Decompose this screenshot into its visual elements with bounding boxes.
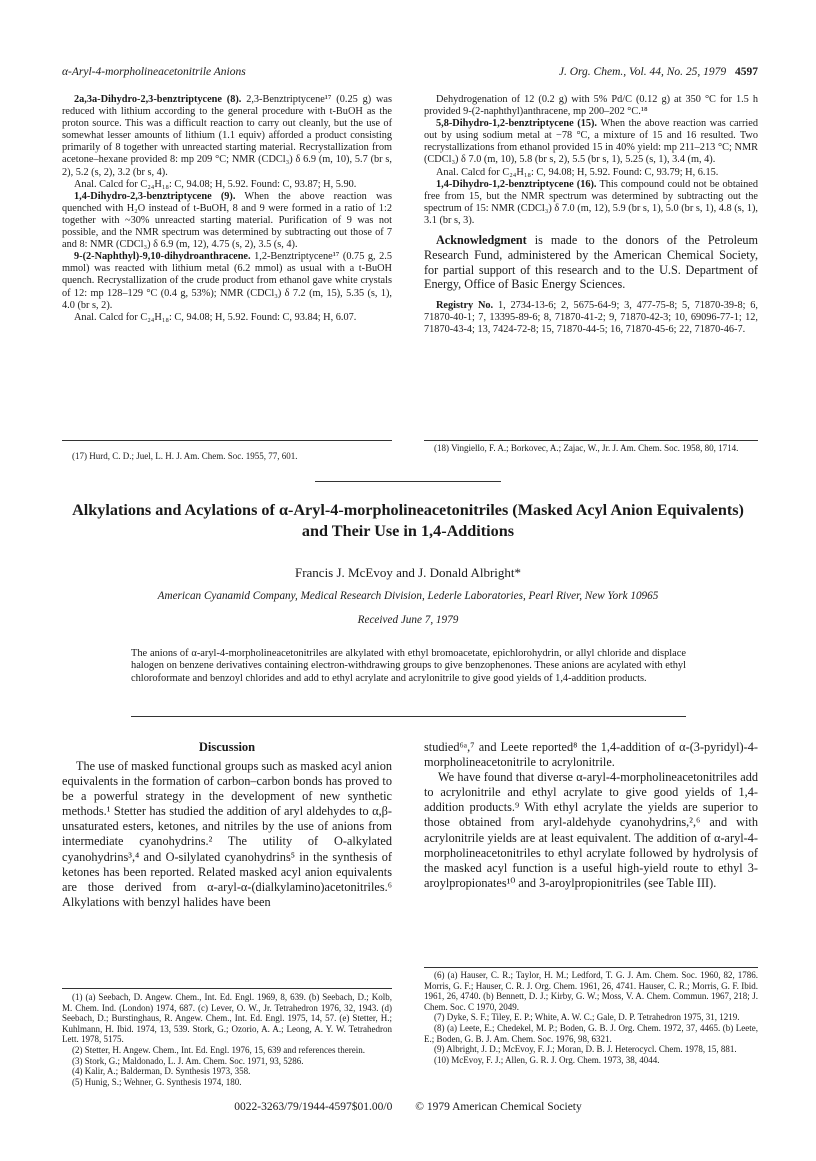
footnote-text: (6) (a) Hauser, C. R.; Taylor, H. M.; Ledford, T. G. J. Am. Chem. Soc. 1960, 82, 1786. Morris, G. F.; Hauser, C. R. J. Org. Chem. 1961, 26, 4741. Hauser, C. R.; Morris, G. F. Ibid. 1961, 26, 4740. (b) Bennett, D. J.; Kirby, G. W.; Moss, V. A. Chem. Commun. 1967, 218; J. Chem. Soc. C 1970, 2049. — [424, 970, 758, 1012]
compound-heading: 2a,3a-Dihydro-2,3-benztriptycene (8). — [74, 94, 242, 105]
running-header-citation — [559, 66, 758, 78]
registry-heading: Registry No. — [436, 300, 494, 312]
footnote-text: (7) Dyke, S. F.; Tiley, E. P.; White, A. W. C.; Gale, D. P. Tetrahedron 1975, 31, 1219. — [434, 1012, 740, 1023]
received-date: Received June 7, 1979 — [357, 614, 459, 626]
acknowledgment-text: is made to the donors of the Petroleum Research Fund, administered by the American Chemical Society, for partial support of this research and to the U.S. Department of Energy, Office of Basic Energy Sciences. — [424, 233, 758, 292]
running-header — [62, 66, 758, 82]
discussion-heading: Discussion — [198, 740, 256, 754]
registry-text: 1, 2734-13-6; 2, 5675-64-9; 3, 477-75-8; 5, 71870-39-8; 6, 71870-40-1; 7, 13395-89-6; 8, 71870-41-2; 9, 71870-42-3; 10, 69096-77-1; 12, 71870-43-4; 13, 7424-72-8; 15, 71870-44-5; 16, 71870-45-6; 22, 71870-46-7. — [424, 300, 759, 336]
article-separator — [315, 481, 501, 482]
experimental-left-column — [62, 94, 392, 324]
discussion-paragraph: We have found that diverse α-aryl-4-morpholineacetonitriles add to acrylonitrile and ethyl acrylate to give good yields of 1,4-addition products.⁹ With ethyl acrylate the yields are superior to those obtained from aryl-aldehyde cyanohydrins,²,⁶ and with acrylonitrile yields are at least equivalent. The addition of α-aryl-4-morpholineacetonitriles to ethyl acrylate followed by hydrolysis of the masked acyl function is a useful high-yield route to ethyl 3-aroylpropionates¹⁰ and 3-aroylpropionitriles (see Table III). — [424, 770, 758, 890]
acknowledgment-paragraph — [424, 233, 758, 292]
discussion-left-column — [62, 759, 392, 910]
article-affiliation: American Cyanamid Company, Medical Research Division, Lederle Laboratories, Pearl River, New York 10965 — [157, 590, 659, 602]
experimental-paragraph — [424, 179, 758, 227]
abstract-rule — [131, 716, 686, 717]
discussion-right-column — [424, 740, 758, 891]
footnotes-left — [62, 992, 392, 1087]
experimental-paragraph — [62, 191, 392, 251]
paragraph-text: When the above reaction was carried out by using sodium metal at −78 °C, a mixture of 15 and 16 resulted. Two recrystallizations from ethanol provided 15 in 40% yield: mp 211–213 °C; NMR (CDCl₃) δ 7.0 (m, 10), 5.8 (br s, 2), 5.5 (br s, 1), 5.25 (s, 1), 3.4 (m, 4). — [424, 118, 758, 166]
registry-paragraph — [424, 300, 758, 336]
running-header-title: α-Aryl-4-morpholineacetonitrile Anions — [62, 66, 246, 78]
article-code: 0022-3263/79/1944-4597$01.00/0 — [234, 1101, 393, 1113]
footnote-rule — [424, 967, 758, 968]
footnote-text: (17) Hurd, C. D.; Juel, L. H. J. Am. Chem. Soc. 1955, 77, 601. — [72, 451, 298, 461]
footnote-text: (18) Vingiello, F. A.; Borkovec, A.; Zajac, W., Jr. J. Am. Chem. Soc. 1958, 80, 1714. — [434, 443, 739, 453]
compound-heading: 1,4-Dihydro-2,3-benztriptycene (9). — [74, 190, 236, 202]
experimental-paragraph — [62, 251, 392, 311]
experimental-paragraph — [424, 118, 758, 166]
paragraph-text: This compound could not be obtained free from 15, but the NMR spectrum was determined by subtracting out the spectrum of 15: NMR (CDCl₃) δ 7.0 (m, 12), 5.9 (br s, 1), 5.0 (br s, 1), 4.8 (s, 1), 3.1 (br s, 3). — [424, 178, 758, 226]
footnote-rule — [424, 440, 758, 441]
footnote-17 — [62, 451, 392, 462]
paragraph-text: 2,3-Benztriptycene¹⁷ (0.25 g) was reduced with lithium according to the general procedure with t-BuOH as the proton source. This was a difficult reaction to carry out cleanly, but the use of somewhat lesser amounts of lithium (1.1 equiv) afforded a product consisting primarily of 8 together with unreacted starting material. Recrystallization from acetone–hexane provided 8: mp 209 °C; NMR (CDCl₃) δ 6.9 (m, 10), 5.7 (br s, 2), 5.2 (s, 2), 3.2 (br s, 4). — [62, 94, 392, 178]
analysis-paragraph: Anal. Calcd for C₂₄H₁₈: C, 94.08; H, 5.92. Found: C, 93.79; H, 6.15. — [436, 166, 719, 178]
compound-heading: 9-(2-Naphthyl)-9,10-dihydroanthracene. — [74, 251, 251, 263]
footnote-rule — [62, 988, 392, 989]
footnotes-right — [424, 970, 758, 1065]
footnote-text: (3) Stork, G.; Maldonado, L. J. Am. Chem. Soc. 1971, 93, 5286. — [72, 1055, 304, 1066]
discussion-paragraph: studied⁶ᵃ,⁷ and Leete reported⁸ the 1,4-addition of α-(3-pyridyl)-4-morpholineacetonitrile to acrylonitrile. — [424, 740, 758, 770]
paragraph-text: When the above reaction was quenched with H₂O instead of t-BuOH, 8 and 9 were formed in a ratio of 1:2 together with ~30% unreacted starting material. Purification of 9 was not possible, and the NMR spectrum was determined by subtracting out those of 7 and 8: NMR (CDCl₃) δ 6.9 (m, 12), 4.75 (s, 2), 3.5 (s, 4). — [62, 190, 392, 251]
article-authors: Francis J. McEvoy and J. Donald Albright* — [294, 565, 522, 580]
acknowledgment-heading: Acknowledgment — [436, 233, 527, 248]
page-footer — [0, 1101, 816, 1113]
journal-citation: J. Org. Chem., Vol. 44, No. 25, 1979 — [558, 66, 727, 78]
experimental-right-column — [424, 94, 758, 337]
footnote-text: (9) Albright, J. D.; McEvoy, F. J.; Moran, D. B. J. Heterocycl. Chem. 1978, 15, 881. — [434, 1044, 737, 1055]
footnote-text: (8) (a) Leete, E.; Chedekel, M. P.; Boden, G. B. J. Org. Chem. 1972, 37, 4465. (b) Leete, E.; Boden, G. B. J. Am. Chem. Soc. 1976, 98, 6321. — [424, 1022, 758, 1044]
paragraph-text: 1,2-Benztriptycene¹⁷ (0.75 g, 2.5 mmol) was reacted with lithium metal (6.2 mmol) as usual with a t-BuOH quench. Recrystallization of the crude product from ethanol gave white crystals of 12: mp 128–129 °C (0.4 g, 53%); NMR (CDCl₃) δ 7.2 (m, 15), 5.35 (s, 1), 4.0 (br s, 2). — [62, 251, 392, 311]
footnote-text: (5) Hunig, S.; Wehner, G. Synthesis 1974, 180. — [72, 1076, 242, 1087]
compound-heading: 1,4-Dihydro-1,2-benztriptycene (16). — [436, 178, 597, 190]
footnote-text: (10) McEvoy, F. J.; Allen, G. R. J. Org. Chem. 1973, 38, 4044. — [434, 1054, 660, 1065]
article-title: Alkylations and Acylations of α-Aryl-4-morpholineacetonitriles (Masked Acyl Anion Equivalents) and Their Use in 1,4-Additions — [72, 501, 744, 540]
footnote-rule — [62, 440, 392, 441]
experimental-paragraph: Dehydrogenation of 12 (0.2 g) with 5% Pd/C (0.12 g) at 350 °C for 1.5 h provided 9-(2-naphthyl)anthracene, mp 200–202 °C.¹⁸ — [424, 94, 758, 118]
footnote-text: (1) (a) Seebach, D. Angew. Chem., Int. Ed. Engl. 1969, 8, 639. (b) Seebach, D.; Kolb, M. Chem. Ind. (London) 1974, 687. (c) Lever, O. W., Jr. Tetrahedron 1976, 32, 1943. (d) Seebach, D.; Burstinghaus, R. Angew. Chem., Int. Ed. Engl. 1975, 14, 57. (e) Stetter, H.; Kuhlmann, H. Ibid. 1974, 13, 539. Stork, G.; Ozorio, A. A.; Leong, A. Y. W. Tetrahedron Lett. 1978, 5175. — [62, 992, 392, 1045]
discussion-paragraph: The use of masked functional groups such as masked acyl anion equivalents in the formation of carbon–carbon bonds has proved to be a powerful strategy in the development of new synthetic methods.¹ Stetter has studied the addition of aryl aldehydes to α,β-unsaturated esters, ketones, and nitriles by the use of anions from intermediate cyanohydrins.² The utility of O-alkylated cyanohydrins³,⁴ and O-silylated cyanohydrins⁵ in the synthesis of ketones has been reported. Related masked acyl anion equivalents are those derived from α-aryl-α-(dialkylamino)acetonitriles.⁶ Alkylations with benzyl halides have been — [62, 759, 392, 909]
copyright: © 1979 American Chemical Society — [415, 1101, 582, 1113]
footnote-18 — [424, 443, 758, 454]
analysis-paragraph: Anal. Calcd for C₂₄H₁₈: C, 94.08; H, 5.92. Found: C, 93.87; H, 5.90. — [74, 178, 357, 190]
abstract: The anions of α-aryl-4-morpholineacetonitriles are alkylated with ethyl bromoacetate, epichlorohydrin, or allyl chloride and displace halogen on benzene derivatives containing electron-withdrawing groups to give benzophenones. These anions are acylated with ethyl chloroformate and benzoyl chlorides and add to ethyl acrylate and acrylonitrile to give good yields of 1,4-addition products. — [131, 648, 686, 684]
experimental-paragraph — [62, 94, 392, 179]
footnote-text: (2) Stetter, H. Angew. Chem., Int. Ed. Engl. 1976, 15, 639 and references therein. — [72, 1044, 365, 1055]
compound-heading: 5,8-Dihydro-1,2-benztriptycene (15). — [436, 118, 597, 130]
page-number: 4597 — [735, 66, 758, 78]
analysis-paragraph: Anal. Calcd for C₂₄H₁₈: C, 94.08; H, 5.92. Found: C, 93.84; H, 6.07. — [74, 311, 357, 323]
footnote-text: (4) Kalir, A.; Balderman, D. Synthesis 1973, 358. — [72, 1066, 251, 1077]
